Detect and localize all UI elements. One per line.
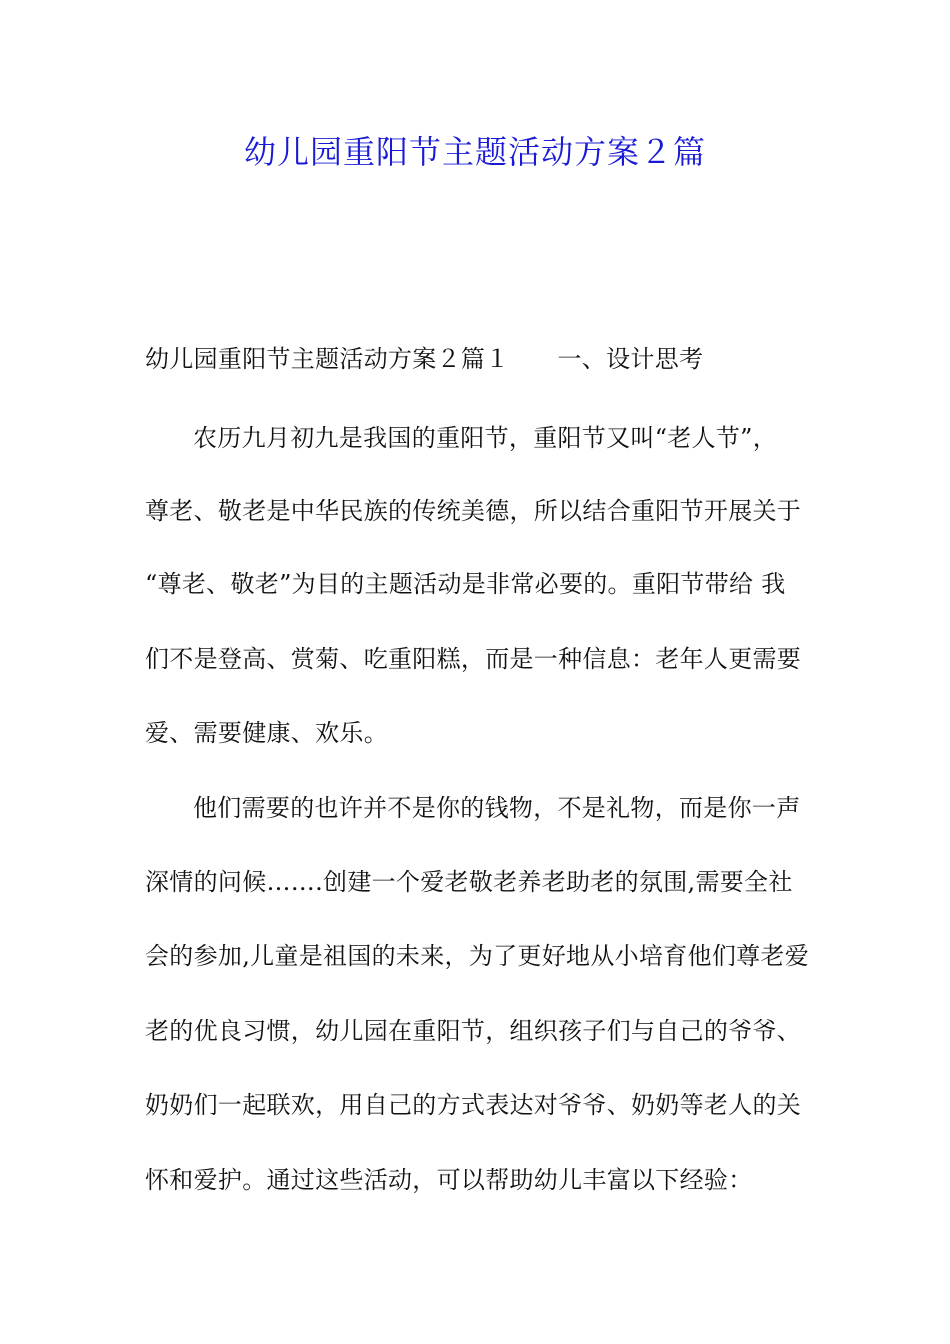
paragraph-line-11: 怀和爱护。通过这些活动，可以帮助幼儿丰富以下经验：	[145, 1166, 753, 1194]
heading-left: 幼儿园重阳节主题活动方案２篇１	[145, 345, 510, 373]
paragraph-line-5: 爱、需要健康、欢乐。	[145, 719, 388, 747]
paragraph-line-1: 农历九月初九是我国的重阳节，重阳节又叫“老人节”，	[193, 424, 778, 452]
paragraph-line-9: 老的优良习惯，幼儿园在重阳节，组织孩子们与自己的爷爷、	[145, 1017, 802, 1045]
paragraph-line-4: 们不是登高、赏菊、吃重阳糕，而是一种信息：老年人更需要	[145, 645, 802, 673]
section-heading	[145, 343, 815, 375]
paragraph-line-8: 会的参加,儿童是祖国的未来，为了更好地从小培育他们尊老爱	[145, 942, 810, 970]
paragraph-line-7: 深情的问候…….创建一个爱老敬老养老助老的氛围,需要全社	[145, 868, 793, 896]
paragraph-line-6: 他们需要的也许并不是你的钱物，不是礼物，而是你一声	[193, 794, 801, 822]
paragraph-line-10: 奶奶们一起联欢，用自己的方式表达对爷爷、奶奶等老人的关	[145, 1091, 802, 1119]
paragraph-line-3: “尊老、敬老”为目的主题活动是非常必要的。重阳节带给 我	[145, 570, 786, 598]
paragraph-line-2: 尊老、敬老是中华民族的传统美德，所以结合重阳节开展关于	[145, 497, 802, 525]
heading-right: 一、设计思考	[557, 345, 704, 373]
document-title: 幼儿园重阳节主题活动方案２篇	[243, 133, 706, 171]
